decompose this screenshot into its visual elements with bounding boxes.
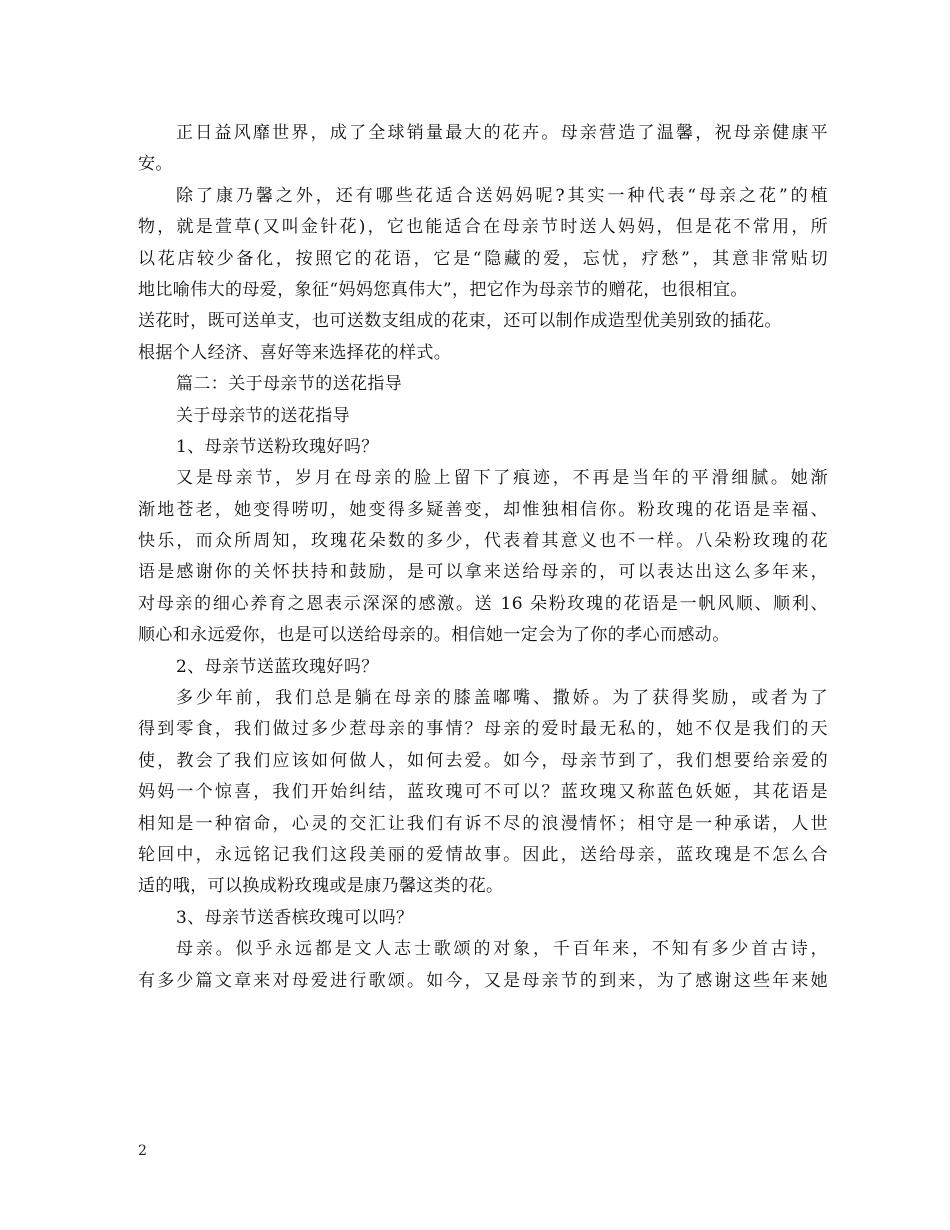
text-line: 适的哦，可以换成粉玫瑰或是康乃馨这类的花。	[138, 876, 504, 897]
text-line: 安。	[138, 154, 173, 175]
text-line: 2、母亲节送蓝玫瑰好吗？	[176, 656, 379, 677]
text-line: 顺心和永远爱你，也是可以送给母亲的。相信她一定会为了你的孝心而感动。	[138, 625, 730, 646]
text-line: 物，就是萱草(又叫金针花)，它也能适合在母亲节时送人妈妈，但是花不常用，所	[138, 217, 828, 238]
text-line: 3、母亲节送香槟玫瑰可以吗？	[176, 907, 414, 928]
text-line: 对母亲的细心养育之恩表示深深的感激。送 16 朵粉玫瑰的花语是一帆风顺、顺利、	[138, 593, 828, 614]
text-line: 快乐，而众所周知，玫瑰花朵数的多少，代表着其意义也不一样。八朵粉玫瑰的花	[138, 531, 828, 552]
text-line: 多少年前，我们总是躺在母亲的膝盖嘟嘴、撒娇。为了获得奖励，或者为了	[176, 688, 828, 709]
text-line: 关于母亲节的送花指导	[176, 405, 350, 426]
text-line: 除了康乃馨之外，还有哪些花适合送妈妈呢?其实一种代表“母亲之花”的植	[176, 185, 828, 206]
text-line: 以花店较少备化，按照它的花语，它是“隐藏的爱，忘忧，疗愁”，其意非常贴切	[138, 248, 828, 269]
text-line: 1、母亲节送粉玫瑰好吗？	[176, 436, 379, 457]
page-number: 2	[138, 1143, 147, 1159]
text-line: 根据个人经济、喜好等来选择花的样式。	[138, 342, 452, 363]
text-line: 送花时，既可送单支，也可送数支组成的花束，还可以制作成造型优美别致的插花。	[138, 311, 782, 332]
text-line: 地比喻伟大的母爱，象征“妈妈您真伟大”，把它作为母亲节的赠花，也很相宜。	[138, 279, 748, 300]
text-line: 母亲。似乎永远都是文人志士歌颂的对象，千百年来，不知有多少首古诗，	[176, 939, 828, 960]
text-line: 使，教会了我们应该如何做人，如何去爱。如今，母亲节到了，我们想要给亲爱的	[138, 750, 828, 771]
text-line: 篇二：关于母亲节的送花指导	[176, 374, 403, 395]
text-line: 正日益风靡世界，成了全球销量最大的花卉。母亲营造了温馨，祝母亲健康平	[176, 123, 828, 143]
text-line: 渐地苍老，她变得唠叨，她变得多疑善变，却惟独相信你。粉玫瑰的花语是幸福、	[138, 499, 828, 520]
text-line: 又是母亲节，岁月在母亲的脸上留下了痕迹，不再是当年的平滑细腻。她渐	[176, 468, 828, 489]
text-line: 有多少篇文章来对母爱进行歌颂。如今，又是母亲节的到来，为了感谢这些年来她	[138, 970, 828, 991]
text-line: 语是感谢你的关怀扶持和鼓励，是可以拿来送给母亲的，可以表达出这么多年来，	[138, 562, 828, 583]
text-line: 得到零食，我们做过多少惹母亲的事情？母亲的爱时最无私的，她不仅是我们的天	[138, 719, 828, 740]
document-body	[138, 118, 828, 997]
text-line: 妈妈一个惊喜，我们开始纠结，蓝玫瑰可不可以？蓝玫瑰又称蓝色妖姬，其花语是	[138, 782, 828, 803]
text-line: 轮回中，永远铭记我们这段美丽的爱情故事。因此，送给母亲，蓝玫瑰是不怎么合	[138, 844, 828, 865]
text-line: 相知是一种宿命，心灵的交汇让我们有诉不尽的浪漫情怀；相守是一种承诺，人世	[138, 813, 828, 834]
